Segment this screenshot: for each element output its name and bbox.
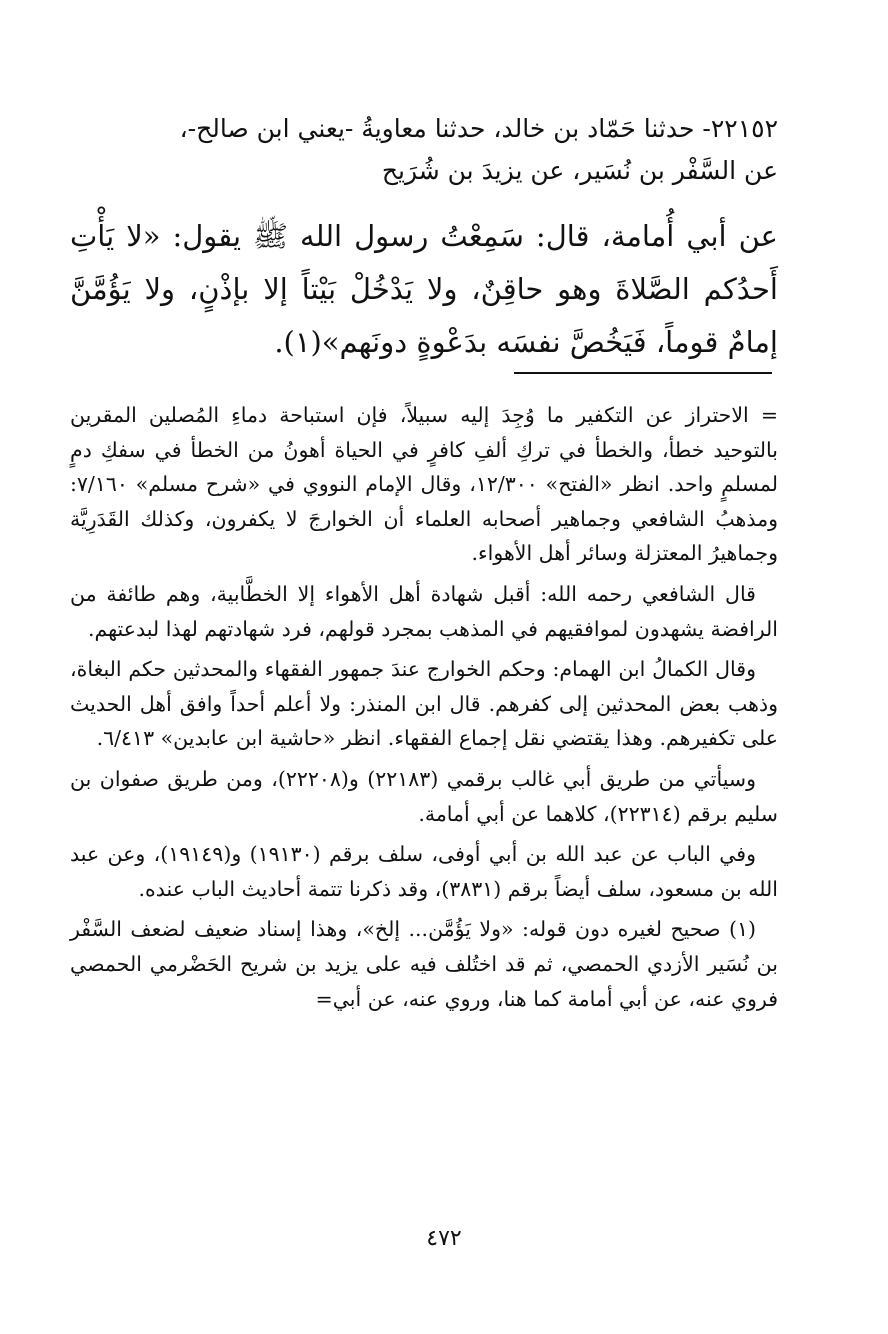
footnote-separator	[514, 372, 772, 374]
footnote-paragraph: وفي الباب عن عبد الله بن أبي أوفى، سلف برقم (١٩١٣٠) و(١٩١٤٩)، وعن عبد الله بن مسعود، سلف أيضاً برقم (٣٨٣١)، وقد ذكرنا تتمة أحاديث الباب عنده.	[70, 842, 778, 901]
footnote-continuation: = الاحتراز عن التكفير ما وُجِدَ إليه سبيلاً، فإن استباحة دماءِ المُصلين المقرين بالتوحيد خطأ، والخطأ في تركِ ألفِ كافرٍ في الحياة أهونُ من الخطأ في سفكِ دمٍ لمسلمٍ واحد. انظر «الفتح» ١٢/٣٠٠، وقال الإمام النووي في «شرح مسلم» ٧/١٦٠: ومذهبُ الشافعي وجماهير أصحابه العلماء أن الخوارجَ لا يكفرون، وكذلك القَدَرِيَّة وجماهيرُ المعتزلة وسائر أهل الأهواء.	[70, 403, 778, 566]
hadith-matn: عن أبي أُمامة، قال: سَمِعْتُ رسول الله ﷺ يقول: «لا يَأْتِ أَحدُكم الصَّلاةَ وهو حاقِنٌ، ولا يَدْخُلْ بَيْتاً إلا بإذْنٍ، ولا يَؤُمَّنَّ إمامٌ قوماً، فَيَخُصَّ نفسَه بدَعْوةٍ دونَهم»(١).	[70, 219, 778, 359]
isnad-line-1: ٢٢١٥٢- حدثنا حَمّاد بن خالد، حدثنا معاويةُ -يعني ابن صالح-،	[179, 114, 778, 143]
footnote-paragraph: وقال الكمالُ ابن الهمام: وحكم الخوارج عندَ جمهور الفقهاء والمحدثين حكم البغاة، وذهب بعض المحدثين إلى كفرهم. قال ابن المنذر: ولا أعلم أحداً وافق أهل الحديث على تكفيرهم. وهذا يقتضي نقل إجماع الفقهاء. انظر «حاشية ابن عابدين» ٦/٤١٣.	[70, 657, 778, 751]
footnote-paragraph: وسيأتي من طريق أبي غالب برقمي (٢٢١٨٣) و(٢٢٢٠٨)، ومن طريق صفوان بن سليم برقم (٢٢٣١٤)، كلاهما عن أبي أمامة.	[70, 766, 778, 826]
hadith-isnad	[70, 108, 778, 192]
isnad-line-2: عن السَّفْر بن نُسَير، عن يزيدَ بن شُرَيح	[381, 156, 778, 185]
footnote-paragraph: قال الشافعي رحمه الله: أقبل شهادة أهل الأهواء إلا الخطَّابية، وهم طائفة من الرافضة يشهدون لموافقيهم في المذهب بمجرد قولهم، فرد شهادتهم لهذا لبدعتهم.	[70, 581, 778, 641]
footnote-1: (١) صحيح لغيره دون قوله: «ولا يَؤُمَّن... إلخ»، وهذا إسناد ضعيف لضعف السَّفْر بن نُسَير الأزدي الحمصي، ثم قد اختُلف فيه على يزيد بن شريح الحَضْرمي الحمصي فروي عنه، عن أبي أمامة كما هنا، وروي عنه، عن أبي=	[70, 917, 778, 1011]
footnotes	[70, 398, 778, 1022]
page-number: ٤٧٢	[426, 1226, 462, 1251]
